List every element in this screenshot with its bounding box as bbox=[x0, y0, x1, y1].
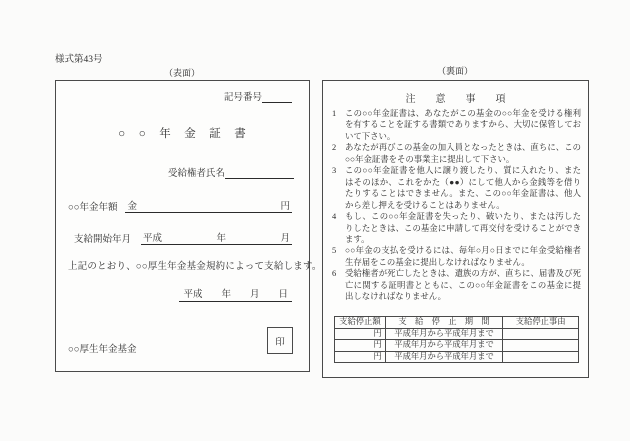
notice-item-number: 2 bbox=[332, 143, 337, 153]
payment-start-blank bbox=[141, 230, 292, 245]
table-cell-reason bbox=[503, 340, 579, 352]
table-cell-period: 平成年月から平成年月まで bbox=[385, 351, 503, 363]
seal-box bbox=[267, 327, 293, 354]
payment-suspension-table bbox=[334, 316, 579, 363]
back-panel bbox=[322, 80, 589, 378]
certificate-title: ○ ○ 年 金 証 書 bbox=[118, 128, 247, 140]
annual-amount-blank bbox=[125, 198, 292, 213]
notice-item-text: この○○年金証書は、あなたがこの基金の○○年金を受ける権利を有することを証する書類でありますから、大切に保管しておいて下さい。 bbox=[345, 109, 581, 141]
notice-list bbox=[332, 108, 581, 303]
payment-start-label: 支給開始年月 bbox=[74, 235, 132, 245]
back-side-label: （裏面） bbox=[436, 66, 473, 76]
notice-item bbox=[332, 165, 581, 211]
table-cell-amt: 円 bbox=[335, 340, 386, 352]
table-cell-reason bbox=[503, 328, 579, 340]
notice-item bbox=[332, 211, 581, 245]
table-row bbox=[335, 351, 579, 363]
recipient-name-blank bbox=[225, 167, 294, 179]
notice-item bbox=[332, 268, 581, 302]
seal-label: 印 bbox=[275, 337, 285, 348]
notice-item-text: あなたが再びこの基金の加入員となったときは、直ちに、この○○年金証書をその事業主に提出して下さい。 bbox=[345, 143, 581, 164]
table-cell-amt: 円 bbox=[335, 351, 386, 363]
annual-amount-label: ○○年金年額 bbox=[68, 203, 118, 213]
notice-item-number: 3 bbox=[332, 166, 337, 176]
issue-date-blank: 平成 年 月 日 bbox=[179, 290, 292, 302]
front-panel bbox=[55, 80, 322, 372]
payment-statement: 上記のとおり、○○厚生年金基金規約によって支給します。 bbox=[68, 262, 322, 272]
form-number: 様式第43号 bbox=[55, 55, 103, 65]
notice-item-number: 6 bbox=[332, 269, 337, 279]
table-cell-period: 平成年月から平成年月まで bbox=[385, 328, 503, 340]
notice-item bbox=[332, 245, 581, 268]
notice-item-text: ○○年金の支払を受けるには、毎年○月○日までに年金受給権者生存届をこの基金に提出しなければなりません。 bbox=[345, 246, 581, 267]
notice-item bbox=[332, 108, 581, 142]
issue-date-line bbox=[179, 286, 292, 300]
table-row bbox=[335, 340, 579, 352]
table-header-cell: 支給停止事由 bbox=[503, 317, 579, 329]
table-header-row bbox=[335, 317, 579, 329]
table-header-cell: 支 給 停 止 期 間 bbox=[385, 317, 503, 329]
notice-item-text: 受給権者が死亡したときは、遺族の方が、直ちに、届書及び死亡に関する証明書とともに、この○○年金証書をこの基金に提出しなければなりません。 bbox=[345, 269, 581, 302]
serial-number-blank bbox=[262, 91, 292, 103]
amount-prefix: 金 bbox=[127, 202, 137, 212]
amount-suffix: 円 bbox=[280, 202, 290, 212]
notice-item-number: 1 bbox=[332, 109, 337, 118]
notice-item bbox=[332, 142, 581, 165]
front-side-label: （表面） bbox=[163, 68, 200, 78]
annual-amount-line bbox=[68, 198, 292, 213]
notice-title: 注 意 事 項 bbox=[405, 94, 506, 105]
start-year: 年 bbox=[216, 234, 227, 244]
notice-item-number: 4 bbox=[332, 212, 337, 222]
start-month: 月 bbox=[280, 234, 290, 244]
table-cell-amt: 円 bbox=[335, 328, 386, 340]
recipient-name-label: 受給権者氏名 bbox=[168, 169, 226, 179]
serial-number-label: 記号番号 bbox=[223, 93, 262, 103]
table-cell-reason bbox=[503, 351, 579, 363]
table-cell-period: 平成年月から平成年月まで bbox=[385, 340, 503, 352]
notice-item-number: 5 bbox=[332, 246, 337, 256]
notice-item-text: もし、この○○年金証書を失ったり、破いたり、または汚したりしたときは、この基金に申請して再交付を受けることができます。 bbox=[345, 212, 581, 244]
serial-number-line bbox=[224, 89, 292, 103]
recipient-name-line bbox=[168, 165, 294, 179]
table-header-cell: 支給停止額 bbox=[335, 317, 386, 329]
table-row bbox=[335, 328, 579, 340]
fund-name: ○○厚生年金基金 bbox=[68, 345, 137, 355]
notice-item-text: この○○年金証書を他人に譲り渡したり、質に入れたり、またはそのほか、これをかた（●●）にして他人から金銭等を借りたりすることはできません。また、この○○年金証書は、他人から差し押えを受けることはありません。 bbox=[345, 166, 581, 210]
payment-start-line bbox=[74, 230, 292, 245]
start-era: 平成 bbox=[143, 234, 163, 244]
